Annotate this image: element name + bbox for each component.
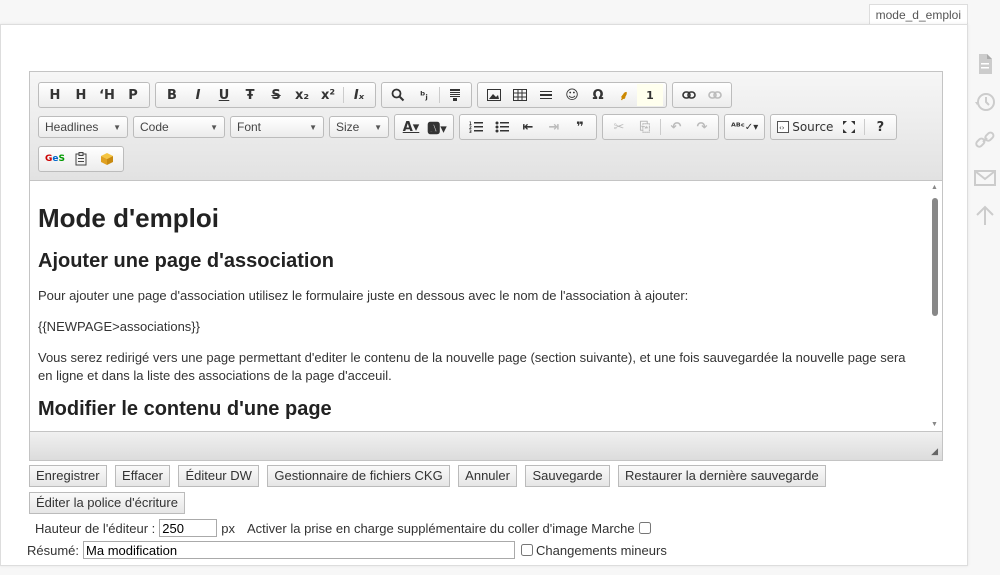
headlines-select-label: Headlines xyxy=(45,120,99,134)
page-panel xyxy=(0,24,968,566)
clear-button[interactable]: Effacer xyxy=(115,465,170,487)
outdent-icon[interactable]: ⇤ xyxy=(522,119,534,135)
redo-icon[interactable]: ↷ xyxy=(696,119,708,135)
footnote-button[interactable]: 1 xyxy=(637,84,663,106)
minor-changes-label: Changements mineurs xyxy=(536,542,667,558)
toolbar-row-2 xyxy=(38,114,902,140)
find-group xyxy=(381,82,472,108)
subscript-button[interactable]: x₂ xyxy=(294,87,310,103)
content-paragraph: Vous serez redirigé vers une page permettant d'editer le contenu de la nouvelle page (section suivante), et une fois sauvegardée la nouvelle page sera en ligne et dans la liste des associations de la page d'acceuil. xyxy=(38,350,906,383)
size-select[interactable] xyxy=(329,116,389,138)
history-icon[interactable] xyxy=(973,90,997,114)
ges-plugin-icon[interactable]: G e S xyxy=(45,154,65,164)
source-button[interactable] xyxy=(774,116,836,138)
size-select-label: Size xyxy=(336,120,360,134)
insert-group xyxy=(477,82,667,108)
bullet-list-icon[interactable] xyxy=(489,116,515,138)
editor-content[interactable] xyxy=(30,181,942,431)
list-group xyxy=(459,114,597,140)
page-id-tab: mode_d_emploi xyxy=(869,4,968,25)
brush-icon[interactable]: ⸙ xyxy=(619,89,629,104)
action-buttons xyxy=(29,465,929,519)
content-heading-1: Mode d'emploi xyxy=(38,203,219,233)
chevron-down-icon: ▼ xyxy=(309,122,317,132)
clipboard-icon[interactable] xyxy=(68,148,94,170)
save-button[interactable]: Enregistrer xyxy=(29,465,107,487)
show-page-icon[interactable] xyxy=(973,52,997,76)
special-char-icon[interactable]: Ω xyxy=(592,87,604,103)
image-icon[interactable] xyxy=(481,84,507,106)
editor-toolbar xyxy=(30,72,942,181)
cancel-button[interactable]: Annuler xyxy=(458,465,517,487)
backup-button[interactable]: Sauvegarde xyxy=(525,465,609,487)
headings-group xyxy=(38,82,150,108)
scroll-thumb[interactable] xyxy=(932,198,938,316)
strike-button[interactable]: S xyxy=(271,87,281,103)
svg-text:3: 3 xyxy=(469,129,472,133)
editor-height-label: Hauteur de l'éditeur : xyxy=(35,520,156,536)
find-icon[interactable] xyxy=(385,84,411,106)
undo-icon[interactable]: ↶ xyxy=(670,119,682,135)
heading-h-higher-button[interactable]: ʻH xyxy=(99,87,115,103)
headlines-select[interactable] xyxy=(38,116,128,138)
resize-handle-icon[interactable]: ◢ xyxy=(931,446,938,456)
help-button[interactable]: ? xyxy=(876,119,885,135)
edit-font-button[interactable]: Éditer la police d'écriture xyxy=(29,492,185,514)
link-icon[interactable] xyxy=(676,84,702,106)
copy-icon[interactable]: ⎘ xyxy=(639,119,651,135)
editor-scrollbar[interactable] xyxy=(930,184,940,428)
content-newpage-macro: {{NEWPAGE>associations}} xyxy=(38,319,200,334)
content-heading-2b: Modifier le contenu d'une page xyxy=(38,398,332,420)
code-select[interactable] xyxy=(133,116,225,138)
numbered-list-icon[interactable] xyxy=(463,116,489,138)
chevron-down-icon: ▼ xyxy=(374,122,382,132)
dw-editor-button[interactable]: Éditeur DW xyxy=(178,465,258,487)
editor-height-unit: px xyxy=(221,520,236,536)
separator xyxy=(660,119,661,135)
scroll-up-icon[interactable]: ▲ xyxy=(931,184,938,191)
paste-image-label: Activer la prise en charge supplémentaire du coller d'image Marche xyxy=(247,520,635,536)
italic-button[interactable]: I xyxy=(195,87,201,103)
back-to-top-icon[interactable] xyxy=(973,204,997,228)
scroll-down-icon[interactable]: ▼ xyxy=(931,421,938,428)
horizontal-rule-icon[interactable] xyxy=(533,84,559,106)
plugin-group xyxy=(38,146,124,172)
toolbar-row-1 xyxy=(38,82,737,108)
format-block-icon[interactable] xyxy=(442,84,468,106)
content-heading-2: Ajouter une page d'association xyxy=(38,250,334,272)
summary-row xyxy=(27,541,667,559)
remove-format-button[interactable]: Iₓ xyxy=(353,87,365,103)
ckg-manager-button[interactable]: Gestionnaire de fichiers CKG xyxy=(267,465,449,487)
spellcheck-icon[interactable]: ᴬᴮᶜ✓▾ xyxy=(731,121,759,133)
superscript-button[interactable]: x² xyxy=(320,87,336,103)
restore-backup-button[interactable]: Restaurer la dernière sauvegarde xyxy=(618,465,826,487)
package-icon[interactable] xyxy=(94,148,120,170)
page-tools-sidebar xyxy=(970,52,1000,242)
wysiwyg-editor xyxy=(29,71,943,461)
separator xyxy=(864,119,865,135)
backlinks-icon[interactable] xyxy=(973,128,997,152)
editor-height-input[interactable] xyxy=(159,519,217,537)
cut-icon[interactable]: ✂ xyxy=(613,119,625,135)
monospace-button[interactable]: Ŧ xyxy=(245,87,255,103)
source-group xyxy=(770,114,897,140)
maximize-icon[interactable] xyxy=(836,116,862,138)
separator xyxy=(343,87,344,103)
toolbar-row-3 xyxy=(38,146,129,172)
text-color-icon[interactable]: A▾ xyxy=(402,119,420,135)
summary-input[interactable] xyxy=(83,541,515,559)
editor-options xyxy=(35,519,655,537)
bold-button[interactable]: B xyxy=(167,87,177,103)
chevron-down-icon: ▼ xyxy=(210,122,218,132)
underline-button[interactable]: U xyxy=(218,87,230,103)
clipboard-group xyxy=(602,114,719,140)
separator xyxy=(439,87,440,103)
font-select[interactable] xyxy=(230,116,324,138)
minor-changes-checkbox[interactable] xyxy=(521,544,533,556)
link-group xyxy=(672,82,732,108)
smiley-icon[interactable]: ☺ xyxy=(565,87,579,103)
svg-text:2: 2 xyxy=(469,125,472,130)
code-select-label: Code xyxy=(140,120,169,134)
svg-text:1: 1 xyxy=(469,121,472,126)
table-icon[interactable] xyxy=(507,84,533,106)
indent-icon[interactable]: ⇥ xyxy=(548,119,560,135)
unlink-icon[interactable] xyxy=(702,84,728,106)
color-group xyxy=(394,114,454,140)
heading-h-button[interactable]: H xyxy=(49,87,61,103)
paste-image-checkbox[interactable] xyxy=(639,522,651,534)
heading-h-lower-button[interactable]: H xyxy=(75,87,87,103)
subscribe-mail-icon[interactable] xyxy=(973,166,997,190)
source-button-label: Source xyxy=(792,120,834,134)
spellcheck-group xyxy=(724,114,765,140)
paragraph-button[interactable]: P xyxy=(128,87,138,103)
summary-label: Résumé: xyxy=(27,542,80,558)
format-group xyxy=(155,82,376,108)
blockquote-icon[interactable]: ❞ xyxy=(576,119,584,135)
replace-icon[interactable]: ᵇⱼ xyxy=(420,88,428,102)
bg-color-icon[interactable]: 🅰▾ xyxy=(427,121,447,137)
font-select-label: Font xyxy=(237,120,262,134)
svg-text:‹›: ‹› xyxy=(779,124,785,132)
content-paragraph: Pour ajouter une page d'association utilisez le formulaire juste en dessous avec le nom de l'association à ajouter: xyxy=(38,288,689,303)
editor-statusbar xyxy=(30,431,942,460)
chevron-down-icon: ▼ xyxy=(113,122,121,132)
